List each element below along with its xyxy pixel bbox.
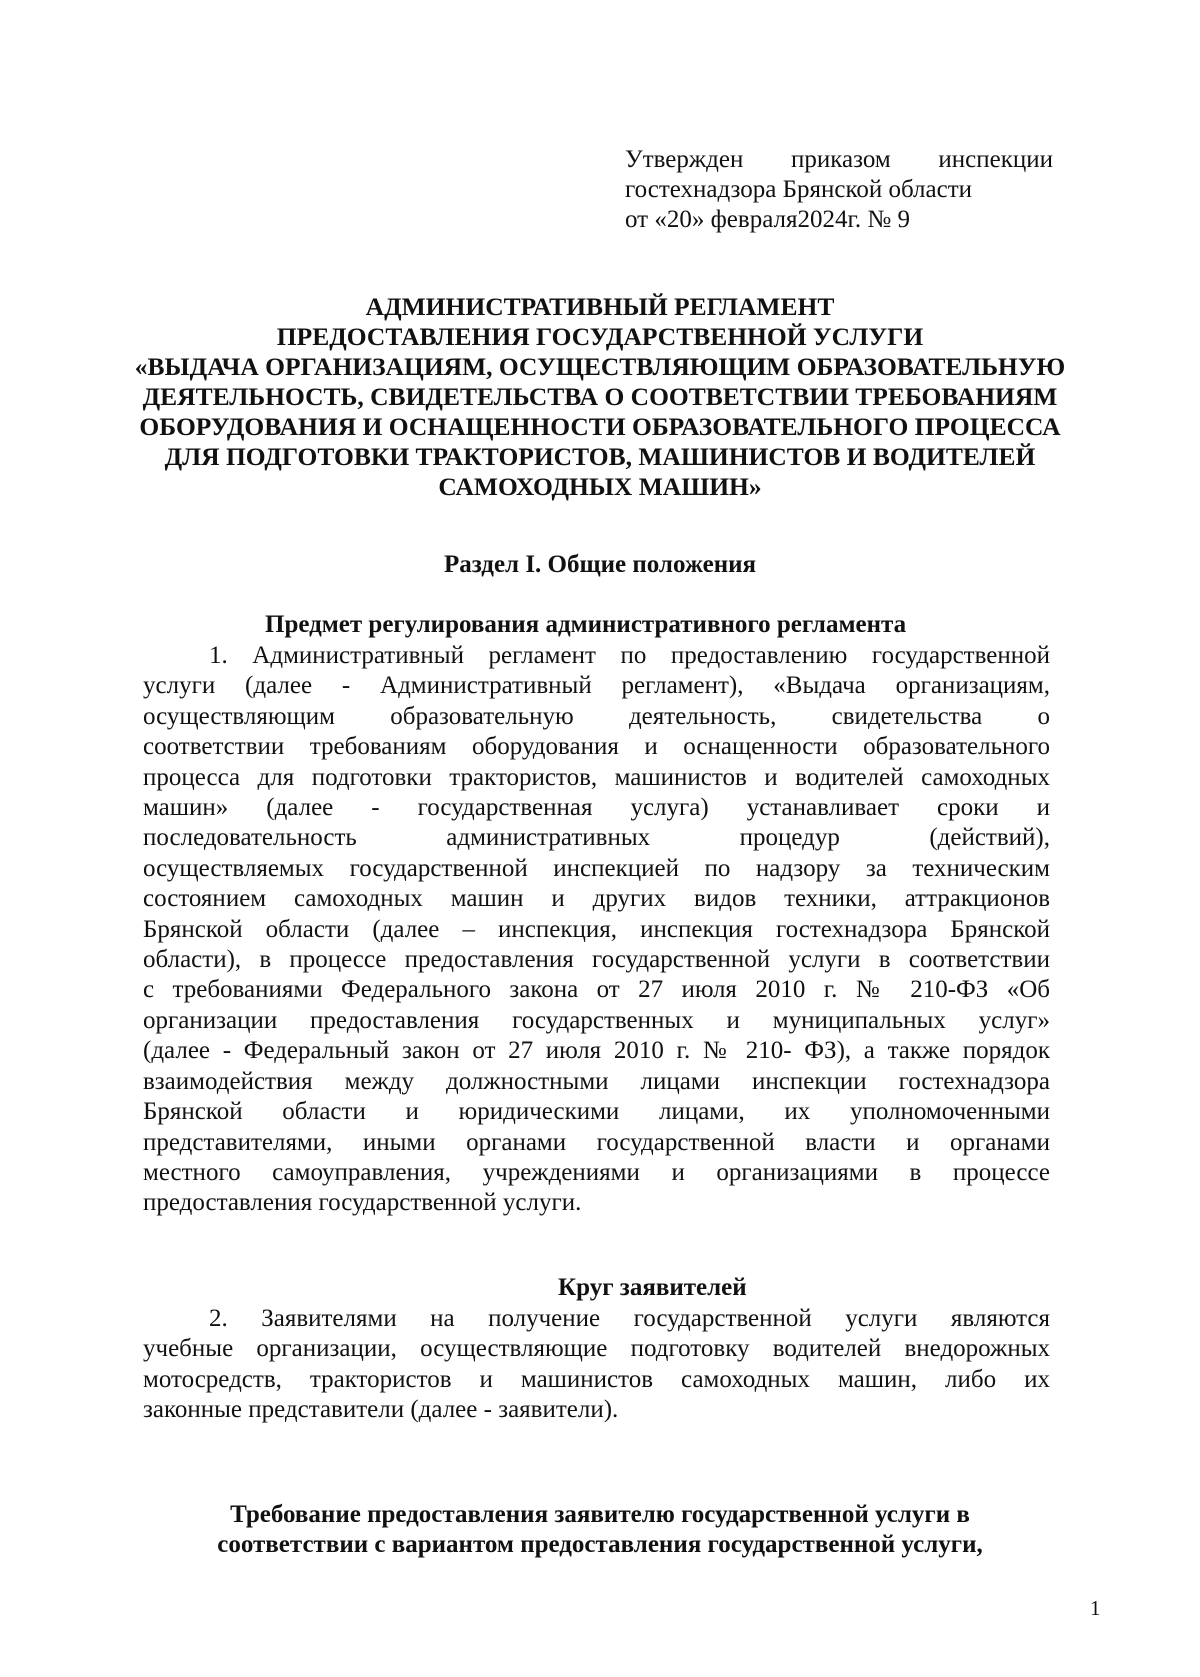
title-line: САМОХОДНЫХ МАШИН» (438, 472, 762, 501)
title-line: ДЛЯ ПОДГОТОВКИ ТРАКТОРИСТОВ, МАШИНИСТОВ И ВОДИТЕЛЕЙ (164, 442, 1036, 471)
requirement-heading-line: соответствии с вариантом предоставления государственной услуги, (217, 1531, 983, 1558)
paragraph-line: законные представители (далее - заявители). (143, 1396, 619, 1424)
paragraph-line: соответствии требованиям оборудования и оснащенности образовательного (143, 733, 1050, 761)
title-line: ПРЕДОСТАВЛЕНИЯ ГОСУДАРСТВЕННОЙ УСЛУГИ (276, 322, 924, 351)
paragraph-line: учебные организации, осуществляющие подготовку водителей внедорожных (143, 1335, 1050, 1363)
subject-heading: Предмет регулирования административного регламента (265, 611, 907, 638)
approval-line-2: гостехнадзора Брянской области (625, 176, 973, 203)
paragraph-2 (143, 1304, 1050, 1426)
paragraph-line: услуги (далее - Административный регламент), «Выдача организациям, (143, 672, 1050, 700)
approval-word: инспекции (938, 146, 1053, 173)
document-title (80, 292, 1120, 502)
paragraph-line: машин» (далее - государственная услуга) устанавливает сроки и (143, 794, 1050, 822)
approval-word: Утвержден (625, 146, 744, 173)
paragraph-line: 1. Административный регламент по предоставлению государственной (209, 642, 1050, 669)
paragraph-line: области), в процессе предоставления государственной услуги в соответствии (143, 946, 1050, 974)
paragraph-line: с требованиями Федерального закона от 27 июля 2010 г. № 210-ФЗ «Об (143, 976, 1050, 1004)
paragraph-line: Брянской области и юридическими лицами, их уполномоченными (143, 1098, 1050, 1126)
paragraph-line: организации предоставления государственных и муниципальных услуг» (143, 1006, 1050, 1034)
applicants-heading: Круг заявителей (558, 1274, 747, 1301)
paragraph-line: 2. Заявителями на получение государственной услуги являются (209, 1305, 1050, 1332)
approval-stamp (625, 145, 1055, 235)
requirement-heading-line: Требование предоставления заявителю государственной услуги в (230, 1501, 970, 1528)
paragraph-line: осуществляющим образовательную деятельность, свидетельства о (143, 702, 1050, 730)
paragraph-line: предоставления государственной услуги. (143, 1189, 582, 1217)
paragraph-line: последовательность административных процедур (действий), (143, 824, 1050, 852)
requirement-heading (80, 1500, 1120, 1560)
title-line: ОБОРУДОВАНИЯ И ОСНАЩЕННОСТИ ОБРАЗОВАТЕЛЬНОГО ПРОЦЕССА (139, 412, 1061, 441)
paragraph-line: взаимодействия между должностными лицами инспекции гостехнадзора (143, 1067, 1050, 1095)
paragraph-line: Брянской области (далее – инспекция, инспекция гостехнадзора Брянской (143, 915, 1050, 943)
title-line: «ВЫДАЧА ОРГАНИЗАЦИЯМ, ОСУЩЕСТВЛЯЮЩИМ ОБРАЗОВАТЕЛЬНУЮ (134, 352, 1066, 381)
paragraph-line: процесса для подготовки трактористов, машинистов и водителей самоходных (143, 763, 1050, 791)
paragraph-1 (143, 641, 1050, 1219)
paragraph-line: состоянием самоходных машин и других видов техники, аттракционов (143, 885, 1050, 913)
section-heading: Раздел I. Общие положения (443, 551, 757, 578)
paragraph-line: мотосредств, трактористов и машинистов самоходных машин, либо их (143, 1365, 1050, 1393)
approval-line-1 (625, 145, 1053, 175)
approval-line-3: от «20» февраля2024г. № 9 (625, 206, 911, 233)
paragraph-line: осуществляемых государственной инспекцией по надзору за техническим (143, 854, 1050, 882)
approval-word: приказом (791, 146, 891, 173)
title-line: АДМИНИСТРАТИВНЫЙ РЕГЛАМЕНТ (365, 292, 835, 321)
page-number: 1 (1090, 1596, 1101, 1620)
paragraph-line: (далее - Федеральный закон от 27 июля 2010 г. № 210- ФЗ), а также порядок (143, 1037, 1050, 1065)
paragraph-line: местного самоуправления, учреждениями и организациями в процессе (143, 1158, 1050, 1186)
paragraph-line: представителями, иными органами государственной власти и органами (143, 1128, 1050, 1156)
title-line: ДЕЯТЕЛЬНОСТЬ, СВИДЕТЕЛЬСТВА О СООТВЕТСТВИИ ТРЕБОВАНИЯМ (142, 382, 1058, 411)
